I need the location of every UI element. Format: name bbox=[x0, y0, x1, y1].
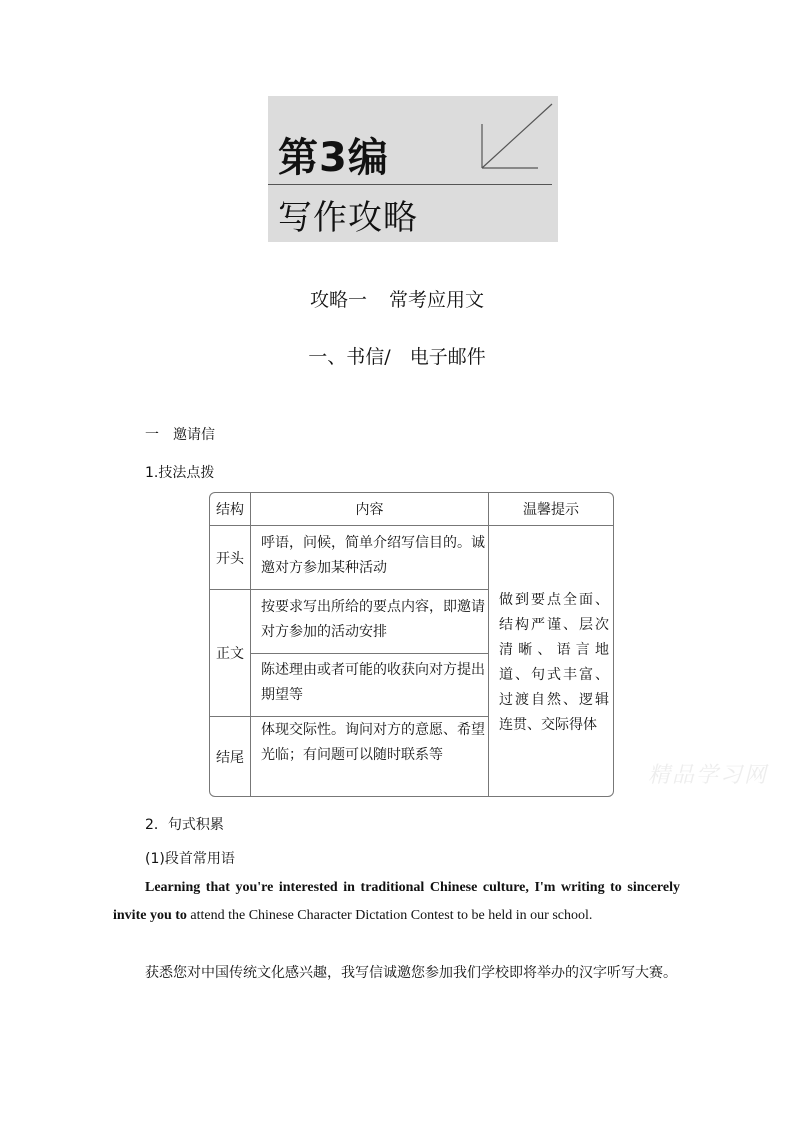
content-opening: 呼语，问候，简单介绍写信目的。诚邀对方参加某种活动 bbox=[261, 535, 485, 576]
structure-closing: 结尾 bbox=[216, 749, 244, 766]
structure-opening: 开头 bbox=[216, 550, 244, 567]
header-content: 内容 bbox=[355, 502, 384, 518]
opening-phrases-heading: (1)段首常用语 bbox=[145, 851, 235, 867]
tips-text: 做到要点全面、结构严谨、层次清晰、语言地道、句式丰富、过渡自然、逻辑连贯、交际得体 bbox=[499, 592, 609, 733]
strategy-name: 常考应用文 bbox=[389, 289, 485, 311]
skills-heading: 1.技法点拨 bbox=[145, 465, 215, 481]
structure-body: 正文 bbox=[216, 646, 244, 662]
example-sentence-rest: attend the Chinese Character Dictation Contest to be held in our school. bbox=[186, 908, 593, 923]
strategy-title bbox=[0, 285, 794, 312]
banner-divider bbox=[268, 184, 552, 185]
header-structure: 结构 bbox=[216, 502, 244, 518]
content-body-2: 陈述理由或者可能的收获向对方提出期望等 bbox=[261, 662, 485, 703]
part-banner bbox=[268, 96, 558, 242]
sentences-heading: 2．句式积累 bbox=[145, 817, 224, 833]
strategy-number: 攻略一 bbox=[309, 289, 367, 311]
content-body-1: 按要求写出所给的要点内容，即邀请对方参加的活动安排 bbox=[261, 599, 485, 640]
section-subtitle: 一、书信/ 电子邮件 bbox=[308, 346, 486, 368]
part-number: 第3编 bbox=[278, 135, 389, 181]
header-tips: 温馨提示 bbox=[523, 502, 579, 518]
example-sentence-zh: 获悉您对中国传统文化感兴趣，我写信诚邀您参加我们学校即将举办的汉字听写大赛。 bbox=[145, 965, 677, 981]
structure-table bbox=[209, 492, 614, 797]
example-sentence-bold: Learning that you're interested in traditional Chinese culture, I'm writing to sincerely invite you to bbox=[113, 880, 680, 923]
content-closing: 体现交际性。询问对方的意愿、希望光临；有问题可以随时联系等 bbox=[261, 722, 485, 763]
topic-heading: 一 邀请信 bbox=[145, 427, 215, 443]
watermark: 精品学习网 bbox=[648, 763, 769, 788]
part-subtitle: 写作攻略 bbox=[278, 198, 418, 238]
example-sentence-en bbox=[113, 874, 680, 930]
